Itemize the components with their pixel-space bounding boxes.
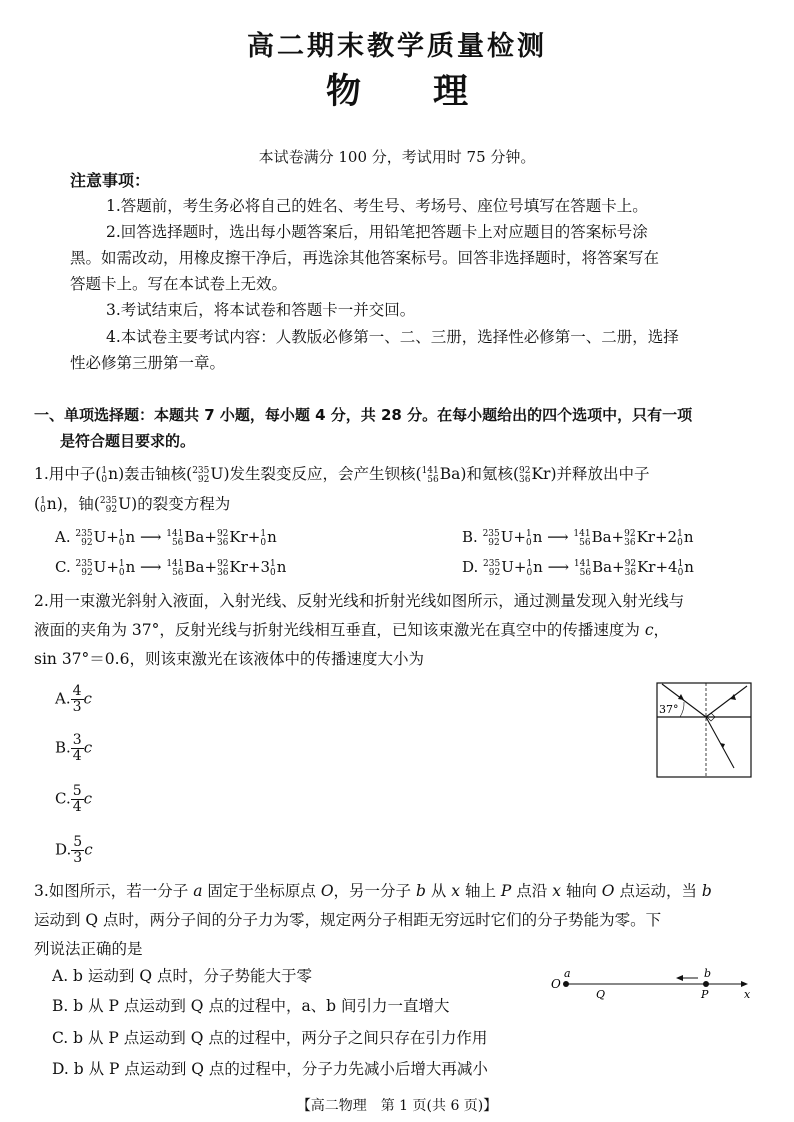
q2-light-figure [654,680,754,780]
note-line: 性必修第三册第一章。 [70,354,226,372]
isotope-index: 235 92 [483,559,501,578]
exam-info: 本试卷满分 100 分，考试用时 75 分钟。 [258,148,536,166]
q1-line1: 1.用中子( 1 0 n)轰击铀核( 235 92 U)发生裂变反应，会产生钡核( 141 56 Ba)和氪核( 92 36 Kr)并释放出中子 [34,465,650,485]
q1-line2: ( 1 0 n)，铀( 235 92 U)的裂变方程为 [34,495,231,515]
isotope-index: 1 0 [526,559,533,578]
label-a: a [564,967,571,980]
q3-line3: 列说法正确的是 [34,940,143,958]
q3-option-a: A. b 运动到 Q 点时，分子势能大于零 [52,967,312,985]
label-b: b [704,967,712,980]
molecule-a [563,981,569,987]
velocity-arrow-icon [676,975,683,981]
q3-line1: 3.如图所示，若一分子 a 固定于坐标原点 O，另一分子 b 从 x 轴上 P 点沿 x 轴向 O 点运动，当 b [34,882,712,900]
subject-char-2: 理 [433,72,469,112]
isotope-index: 235 92 [75,559,93,578]
q2-option-b: B. $\frac{3}{4}$ c [55,732,93,764]
label-P: P [701,988,709,1001]
x-axis-arrow-icon [741,981,748,987]
q1-text: )轰击铀核( [118,465,193,483]
isotope-index: 1 0 [118,559,125,578]
isotope-index: 141 56 [573,529,591,548]
isotope-index: 1 0 [101,466,108,485]
note-line: 2.回答选择题时，选出每小题答案后，用铅笔把答题卡上对应题目的答案标号涂 [106,223,648,241]
liquid-container [657,683,751,777]
q2-option-d: D. $\frac{5}{3}$ c [55,834,93,866]
note-line: 答题卡上。写在本试卷上无效。 [70,275,288,293]
isotope-index: 92 36 [624,529,636,548]
exam-title: 高二期末教学质量检测 [247,31,547,62]
q1-option-d: D. 235 92 U+ 1 0 n ⟶ 141 56 Ba+ 92 36 Kr+4 1 0 n [462,558,694,578]
isotope-index: 235 92 [192,466,210,485]
page-footer: 【高二物理 第 1 页(共 6 页)】 [296,1098,498,1114]
isotope-index: 235 92 [99,496,118,515]
molecule-b [703,981,709,987]
q1-number: 1. [34,465,49,483]
isotope-index: 92 36 [519,466,531,485]
q2-line2: 液面的夹角为 37°，反射光线与折射光线相互垂直，已知该束激光在真空中的传播速度为 c， [34,621,670,639]
q1-text: )和氪核( [460,465,519,483]
isotope-index: 92 36 [624,559,637,578]
isotope-index: 1 0 [118,529,125,548]
isotope-index: 1 0 [40,496,46,515]
isotope-index: 235 92 [75,529,93,548]
isotope-index: 141 56 [166,529,184,548]
note-line: 3.考试结束后，将本试卷和答题卡一并交回。 [106,301,416,319]
q1-option-c: C. 235 92 U+ 1 0 n ⟶ 141 56 Ba+ 92 36 Kr+3 1 0 n [55,558,287,578]
note-line: 4.本试卷主要考试内容：人教版必修第一、二、三册，选择性必修第一、二册，选择 [106,328,679,346]
isotope-index: 1 0 [677,529,683,548]
isotope-index: 92 36 [217,559,229,578]
notes-heading: 注意事项： [70,171,151,190]
isotope-index: 141 56 [573,559,592,578]
refracted-ray [706,717,734,768]
q2-option-c: C. $\frac{5}{4}$ c [55,783,93,815]
q1-text: )发生裂变反应，会产生钡核( [223,465,422,483]
q2-line1: 2.用一束激光斜射入液面，入射光线、反射光线和折射光线如图所示，通过测量发现入射光线与 [34,592,685,610]
isotope-index: 141 56 [421,466,439,485]
section-heading: 一、单项选择题：本题共 7 小题，每小题 4 分，共 28 分。在每小题给出的四个选项中，只有一项 [34,406,693,424]
label-x: x [744,988,751,1001]
q3-line2: 运动到 Q 点时，两分子间的分子力为零，规定两分子相距无穷远时它们的分子势能为零。下 [34,911,662,929]
q1-option-a: A. 235 92 U+ 1 0 n ⟶ 141 56 Ba+ 92 36 Kr+ 1 0 n [55,528,277,548]
angle-arc [680,702,684,717]
isotope-index: 1 0 [260,529,267,548]
q3-option-b: B. b 从 P 点运动到 Q 点的过程中，a、b 间引力一直增大 [52,997,450,1015]
angle-label: 37° [659,703,679,716]
label-O: O [551,977,561,991]
subject-char-1: 物 [325,72,361,112]
q3-option-d: D. b 从 P 点运动到 Q 点的过程中，分子力先减小后增大再减小 [52,1060,488,1078]
q3-axis-figure [548,966,758,1002]
q2-line3: sin 37°＝0.6，则该束激光在该液体中的传播速度大小为 [34,650,424,668]
note-line: 黑。如需改动，用橡皮擦干净后，再选涂其他答案标号。回答非选择题时，将答案写在 [70,249,660,267]
isotope-index: 92 36 [216,529,229,548]
isotope-index: 141 56 [166,559,184,578]
isotope-index: 1 0 [270,559,276,578]
q1-text: 用中子( [48,465,102,483]
q2-option-a: A. $\frac{4}{3}$ c [55,683,92,715]
isotope-index: 1 0 [525,529,532,548]
q1-option-b: B. 235 92 U+ 1 0 n ⟶ 141 56 Ba+ 92 36 Kr+2 1 0 n [462,528,694,548]
reflected-ray [706,686,747,717]
q3-option-c: C. b 从 P 点运动到 Q 点的过程中，两分子之间只存在引力作用 [52,1029,488,1047]
isotope-index: 1 0 [677,559,684,578]
subject-title [0,64,794,114]
isotope-index: 235 92 [482,529,500,548]
note-line: 1.答题前，考生务必将自己的姓名、考生号、考场号、座位号填写在答题卡上。 [106,197,648,215]
label-Q: Q [596,988,606,1001]
q1-text: )并释放出中子 [550,465,650,483]
section-heading-cont: 是符合题目要求的。 [60,432,196,450]
